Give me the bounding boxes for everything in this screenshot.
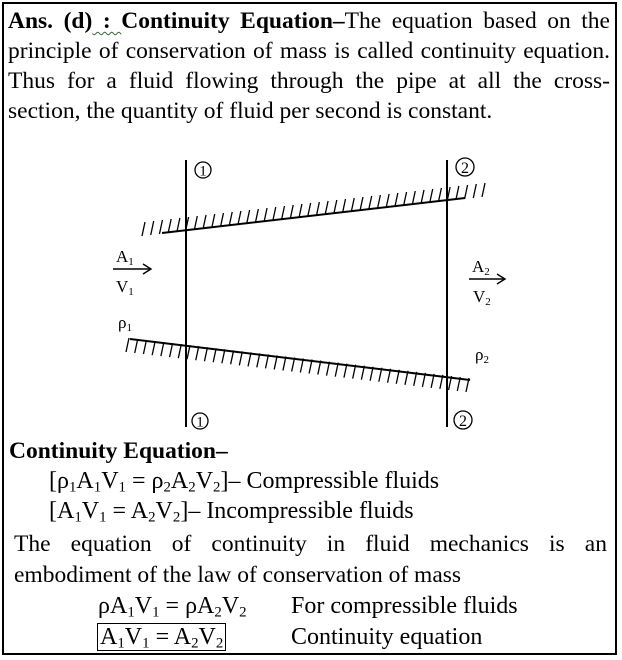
intro-heading: Continuity Equation [121,8,333,34]
section-2-top-marker [456,158,474,177]
continuity-label: Continuity equation [291,624,483,650]
lower-wall-hatching [126,338,469,392]
outlet-density-label: ρ2 [475,345,489,366]
summary-text: The equation of continuity in fluid mechanics is an embodiment of the law of conservation of mass [14,531,607,588]
svg-text:2: 2 [461,160,469,177]
answer-label: Ans. (d) : [8,8,122,34]
outlet-area-label: A2 [472,257,490,278]
section-2-bottom-marker [454,411,472,430]
inlet-area-label: A1 [116,247,134,268]
boxed-continuity-equation: $A_1V_1 = A_2V_2$ [97,622,226,652]
outlet-velocity-label: V2 [473,287,491,308]
svg-text:1: 1 [199,163,207,180]
section-1-bottom-marker [192,413,208,431]
inlet-density-label: ρ1 [118,313,132,334]
upper-wall-hatching [142,183,485,236]
intro-text: The equation based on the principle of conservation of mass is called continuity equation. Thus for a fluid flowing through the pipe at all the cross-section, the quantity of fluid per second is constant. [8,8,610,124]
continuity-heading: Continuity Equation– [9,438,228,464]
svg-text:2: 2 [459,413,467,430]
compressible-label: – Compressible fluids [228,468,440,494]
compressible-equation: $[\rho_1A_1V_1 = \rho_2A_2V_2]-$ Compressible fluids [49,468,440,496]
intro-dash: – [332,8,345,34]
inlet-velocity-label: V1 [116,277,134,298]
incompressible-label: – Incompressible fluids [188,498,414,524]
upper-pipe-wall [162,198,465,233]
svg-text:1: 1 [196,414,204,431]
incompressible-equation: $[A_1V_1 = A_2V_2]-$ Incompressible fluids [49,498,414,526]
section-1-top-marker [195,162,211,180]
mass-flow-equation: $\rho A_1V_1 = \rho A_2V_2$ [98,593,247,621]
compressible-label-2: For compressible fluids [291,593,518,619]
